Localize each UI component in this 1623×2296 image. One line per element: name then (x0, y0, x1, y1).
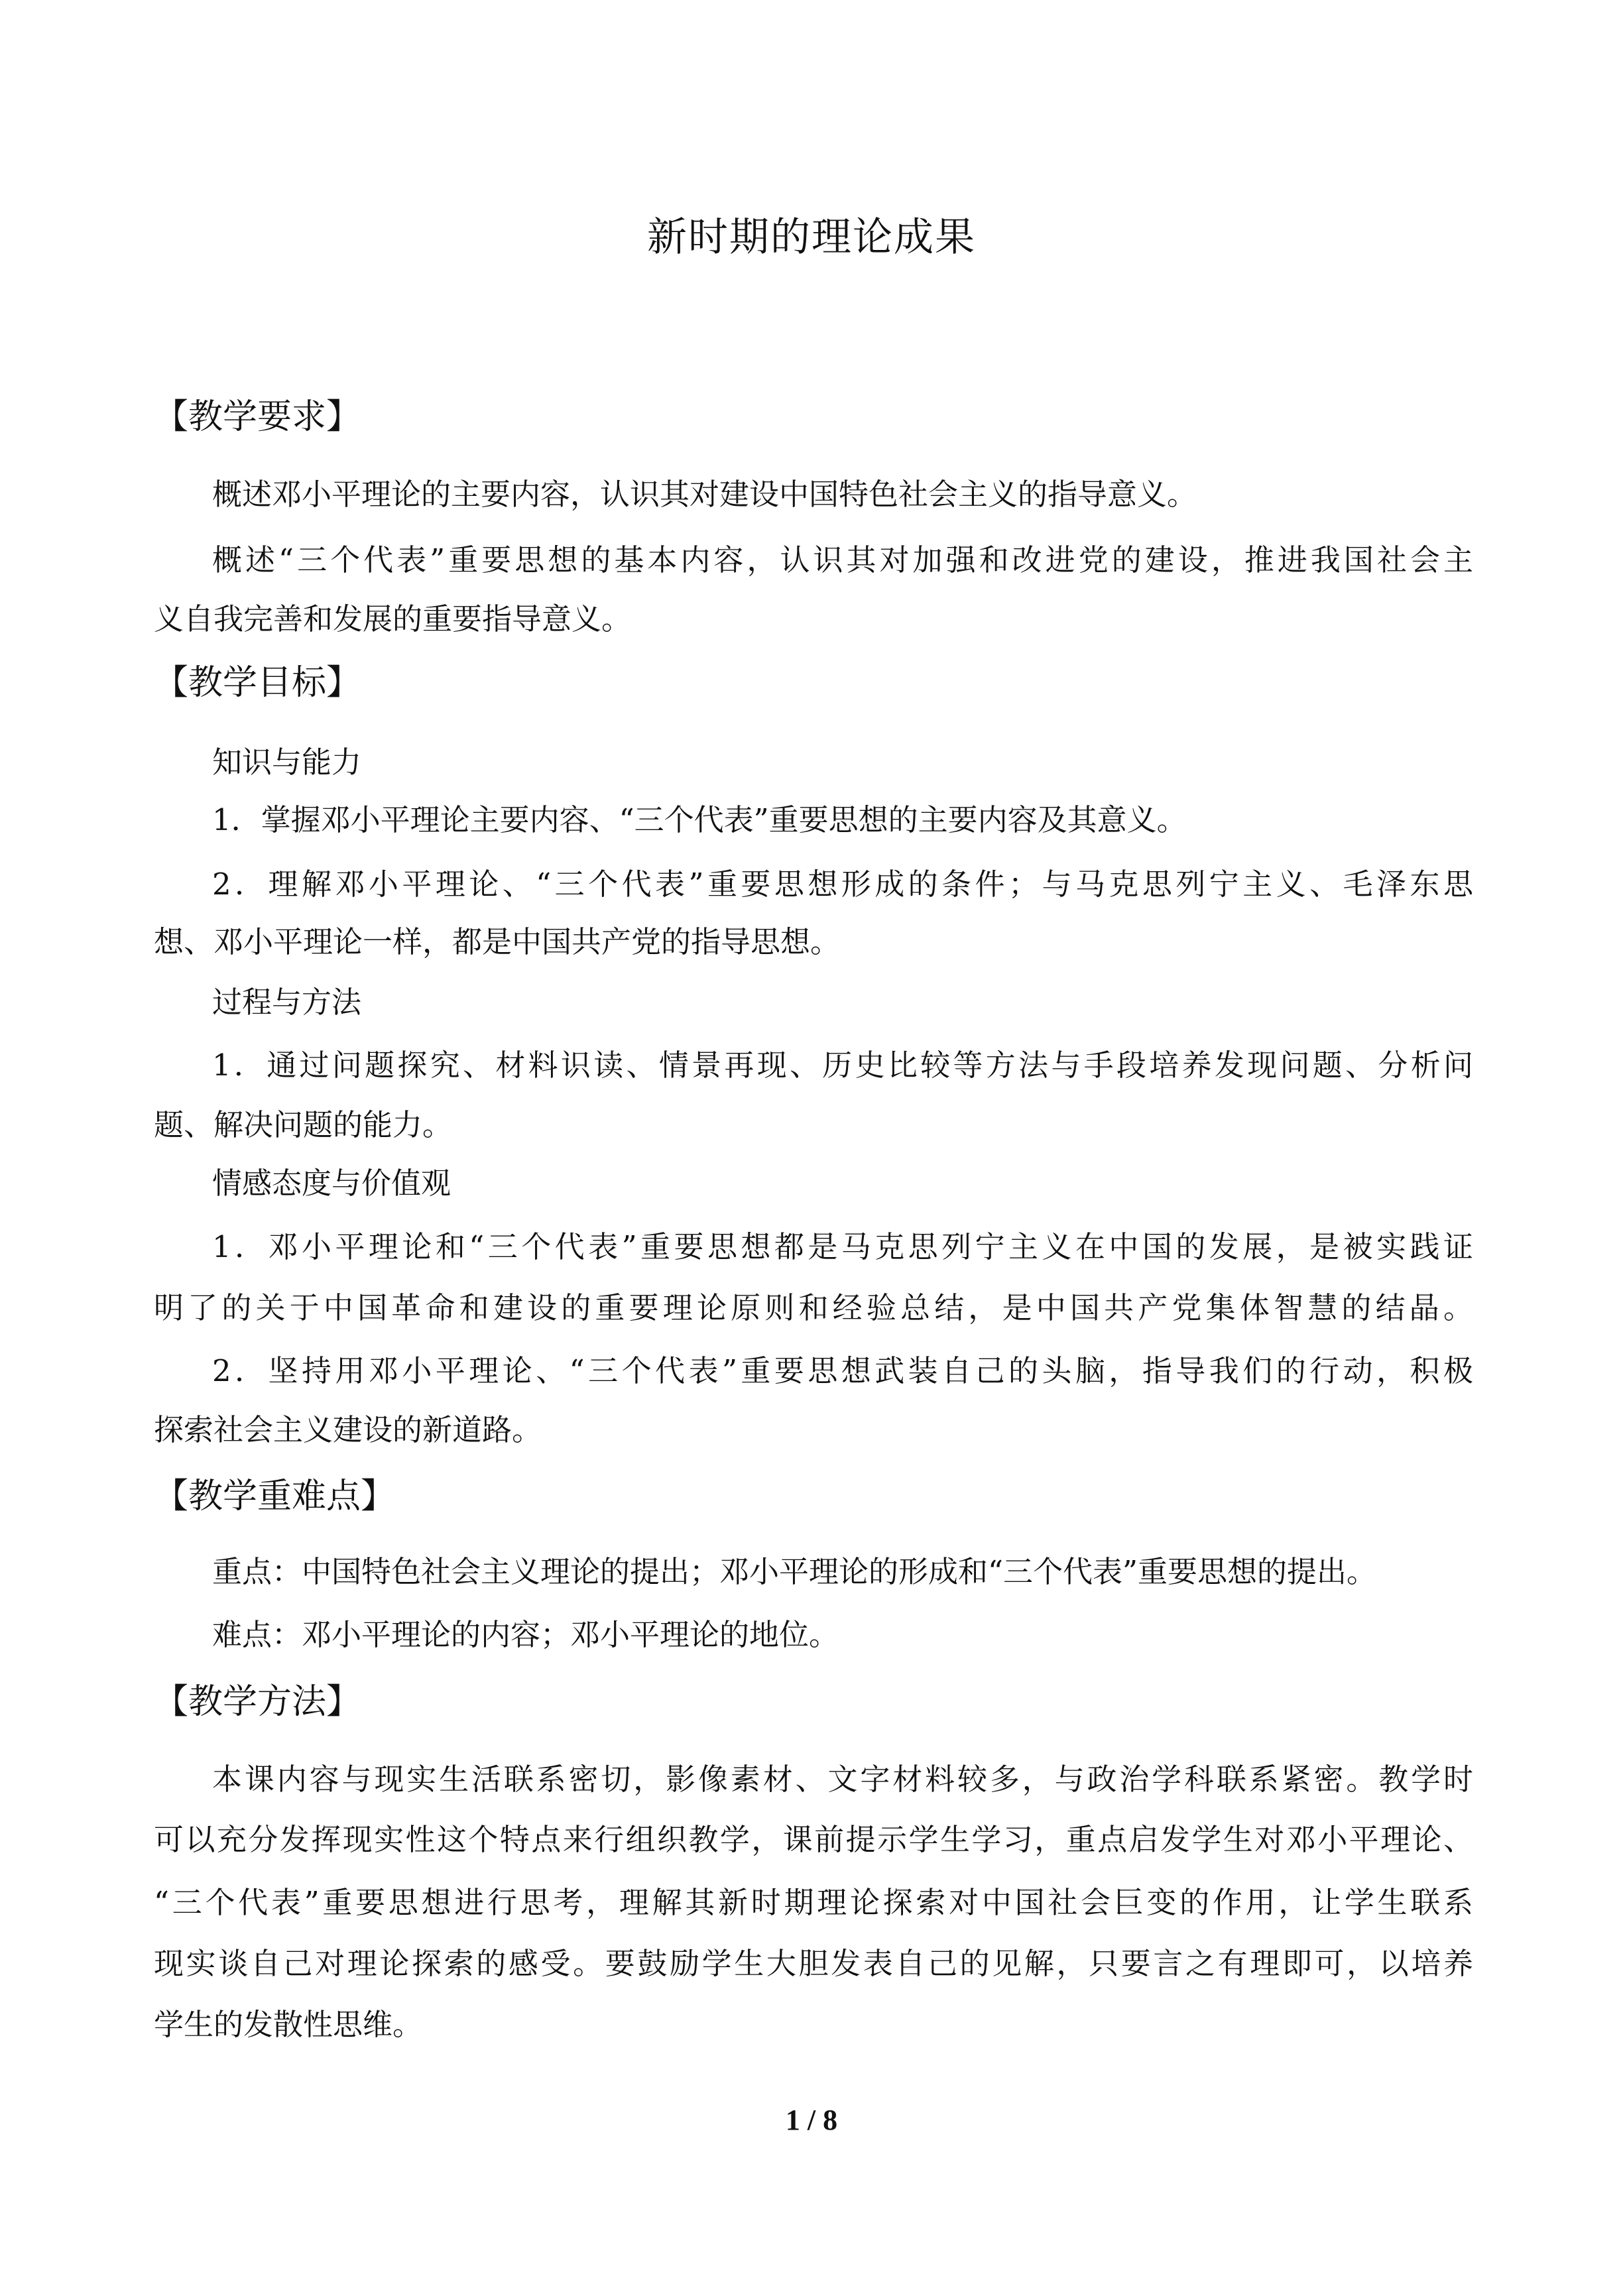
paragraph-line: 探索社会主义建设的新道路。 (154, 1412, 542, 1447)
subheading-attitude: 情感态度与价值观 (212, 1166, 451, 1201)
section-heading-methods: 【教学方法】 (154, 1682, 361, 1722)
paragraph-line: 1．邓小平理论和“三个代表”重要思想都是马克思列宁主义在中国的发展，是被实践证 (212, 1229, 1473, 1264)
paragraph-line: 1．通过问题探究、材料识读、情景再现、历史比较等方法与手段培养发现问题、分析问 (212, 1048, 1473, 1083)
paragraph-line: 现实谈自己对理论探索的感受。要鼓励学生大胆发表自己的见解，只要言之有理即可，以培养 (154, 1946, 1473, 1981)
paragraph-line: 概述“三个代表”重要思想的基本内容，认识其对加强和改进党的建设，推进我国社会主 (212, 542, 1473, 577)
paragraph-line: 本课内容与现实生活联系密切，影像素材、文字材料较多，与政治学科联系紧密。教学时 (212, 1762, 1473, 1797)
paragraph-line: “三个代表”重要思想进行思考，理解其新时期理论探索对中国社会巨变的作用，让学生联系 (154, 1885, 1473, 1920)
section-heading-requirements: 【教学要求】 (154, 397, 361, 437)
page-number: 1 / 8 (785, 2104, 838, 2136)
paragraph-line: 2．坚持用邓小平理论、“三个代表”重要思想武装自己的头脑，指导我们的行动，积极 (212, 1353, 1473, 1388)
document-title: 新时期的理论成果 (647, 214, 976, 261)
subheading-knowledge: 知识与能力 (212, 745, 362, 780)
paragraph-line: 可以充分发挥现实性这个特点来行组织教学，课前提示学生学习，重点启发学生对邓小平理论、 (154, 1822, 1473, 1857)
paragraph-line: 学生的发散性思维。 (154, 2007, 423, 2042)
paragraph-line: 难点：邓小平理论的内容；邓小平理论的地位。 (212, 1617, 839, 1652)
section-heading-key-points: 【教学重难点】 (154, 1477, 396, 1516)
paragraph-line: 1．掌握邓小平理论主要内容、“三个代表”重要思想的主要内容及其意义。 (212, 802, 1187, 837)
section-heading-objectives: 【教学目标】 (154, 663, 361, 703)
subheading-process: 过程与方法 (212, 985, 362, 1020)
paragraph-line: 概述邓小平理论的主要内容，认识其对建设中国特色社会主义的指导意义。 (212, 477, 1197, 512)
paragraph-line: 重点：中国特色社会主义理论的提出；邓小平理论的形成和“三个代表”重要思想的提出。 (212, 1554, 1377, 1589)
paragraph-line: 题、解决问题的能力。 (154, 1107, 453, 1142)
paragraph-line: 2．理解邓小平理论、“三个代表”重要思想形成的条件；与马克思列宁主义、毛泽东思 (212, 867, 1473, 902)
paragraph-line: 义自我完善和发展的重要指导意义。 (154, 601, 632, 636)
paragraph-line: 明了的关于中国革命和建设的重要理论原则和经验总结，是中国共产党集体智慧的结晶。 (154, 1290, 1473, 1325)
paragraph-line: 想、邓小平理论一样，都是中国共产党的指导思想。 (154, 924, 841, 959)
